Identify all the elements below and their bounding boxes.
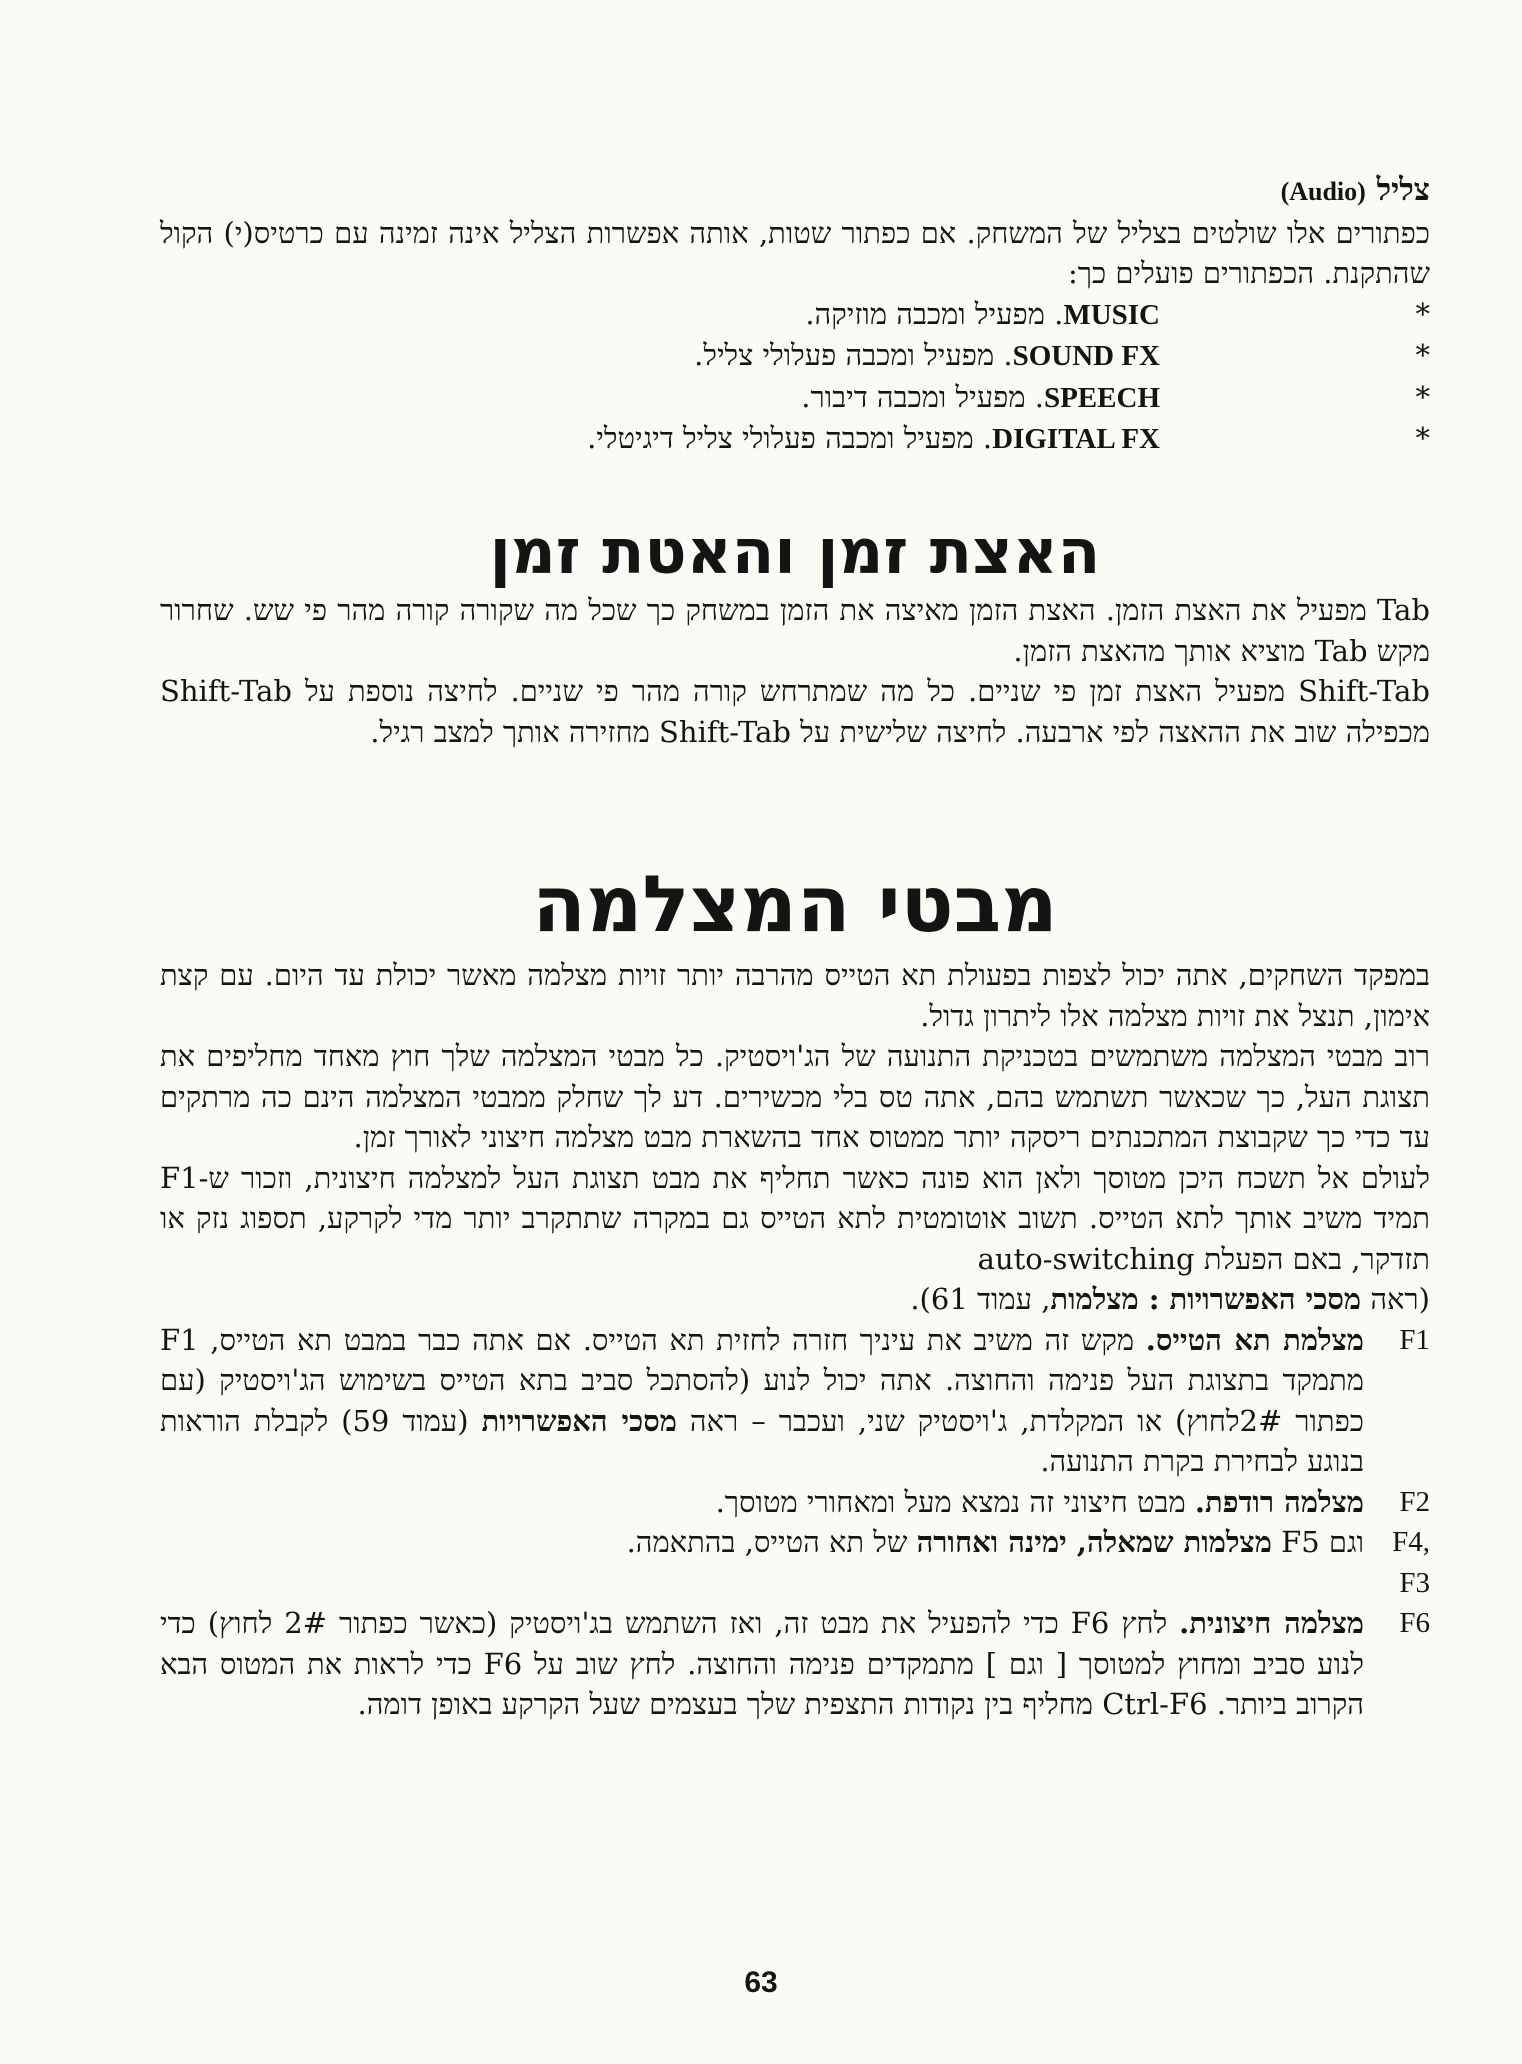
key-description	[160, 1320, 1364, 1482]
audio-heading-latin: (Audio)	[1280, 177, 1366, 206]
key-text: וגם F5	[1271, 1525, 1364, 1559]
camera-ref-open: (ראה	[1361, 1282, 1430, 1316]
bullet-key: DIGITAL FX	[992, 423, 1160, 455]
camera-ref-close: , עמוד 61).	[910, 1282, 1051, 1316]
key-name: F6	[1399, 1607, 1430, 1639]
key-description	[160, 1603, 1364, 1725]
key-text-2: של תא הטייס, בהתאמה.	[626, 1525, 917, 1559]
camera-section	[160, 955, 1430, 1725]
time-paragraph-shift-tab: Shift-Tab מפעיל האצת זמן פי שניים. כל מה שמתרחש קורה מהר פי שניים. לחיצה נוספת על Shift-Tab מכפילה שוב את ההאצה לפי ארבעה. לחיצה שלישית על Shift-Tab מחזירה אותך למצב רגיל.	[160, 674, 1430, 749]
bullet-icon: *	[1415, 338, 1430, 372]
audio-heading-hebrew: צליל	[1376, 172, 1430, 208]
key-text: לחץ F6 כדי להפעיל את מבט זה, ואז השתמש בג'ויסטיק (כאשר כפתור 2# לחוץ) כדי לנוע סביב ומחוץ למטוסך [ וגם ] מתמקדים פנימה והחוצה. לחץ שוב על F6 כדי לראות את המטוס הבא הקרוב ביותר. Ctrl-F6 מחליף בין נקודות התצפית שלך בעצמים שעל הקרקע באופן דומה.	[160, 1606, 1364, 1721]
list-item	[160, 377, 1430, 419]
bullet-text: . מפעיל ומכבה פעלולי צליל דיגיטלי.	[587, 421, 993, 455]
audio-bullet-list	[160, 294, 1430, 460]
key-name: F1	[1399, 1323, 1430, 1356]
key-title: מצלמת תא הטייס.	[1145, 1322, 1364, 1357]
key-row-f1	[160, 1320, 1430, 1482]
key-name: F2	[1399, 1485, 1430, 1518]
key-row-f3-f4-f5	[160, 1522, 1430, 1603]
bullet-text: . מפעיל ומכבה דיבור.	[801, 379, 1044, 414]
key-description	[160, 1482, 1364, 1523]
key-text: מקש זה משיב את עיניך חזרה לחזית תא הטייס. אם אתה כבר במבט תא הטייס, F1 מתמקד בתצוגת העל פנימה והחוצה. אתה יכול לנוע (להסתכל סביב בתא הטייס בשימוש הג'ויסטיק (עם כפתור 2#לחוץ) או המקלדת, ג'ויסטיק שני, ועכבר – ראה	[160, 1322, 1364, 1438]
camera-paragraph-external	[160, 1158, 1430, 1320]
audio-section	[160, 170, 1430, 460]
list-item	[160, 418, 1430, 460]
key-row-f6	[160, 1603, 1430, 1725]
bullet-icon: *	[1415, 379, 1430, 414]
key-ref: מסכי האפשרויות	[481, 1403, 677, 1438]
bullet-key: MUSIC	[1063, 298, 1160, 331]
bullet-icon: *	[1415, 296, 1430, 331]
time-section	[160, 590, 1430, 752]
time-section-title: האצת זמן והאטת זמן	[489, 515, 1101, 588]
bullet-icon: *	[1415, 421, 1430, 455]
bullet-text: . מפעיל ומכבה פעלולי צליל.	[694, 338, 1013, 372]
key-description	[160, 1522, 1364, 1603]
list-item	[160, 335, 1430, 377]
camera-paragraph-joystick: רוב מבטי המצלמה משתמשים בטכניקת התנועה של הג'ויסטיק. כל מבטי המצלמה שלך חוץ מאחד מחליפים את תצוגת העל, כך שכאשר תשתמש בהם, אתה טס בלי מכשירים. דע לך שחלק ממבטי המצלמה הינם כה מרתקים עד כדי כך שקבוצת המתכנתים ריסקה יותר ממטוס אחד בהשארת מבט מצלמה חיצוני לאורך זמן.	[160, 1039, 1430, 1154]
bullet-text: . מפעיל ומכבה מוזיקה.	[805, 296, 1064, 331]
time-paragraph-tab: Tab מפעיל את האצת הזמן. האצת הזמן מאיצה את הזמן במשחק כך שכל מה שקורה קורה מהר פי שש. שחרור מקש Tab מוציא אותך מהאצת הזמן.	[160, 593, 1430, 668]
camera-ref-bold: מסכי האפשרויות : מצלמות	[1050, 1282, 1362, 1316]
page-number: 63	[744, 1966, 778, 1999]
bullet-key: SOUND FX	[1012, 340, 1160, 372]
camera-paragraph-intro: במפקד השחקים, אתה יכול לצפות בפעולת תא הטייס מהרבה יותר זויות מצלמה מאשר יכולת עד היום. עם קצת אימון, תנצל את זויות מצלמה אלו ליתרון גדול.	[160, 958, 1430, 1033]
bullet-key: SPEECH	[1043, 381, 1160, 414]
key-row-f2	[160, 1482, 1430, 1523]
key-ref: מצלמות שמאלה, ימינה ואחורה	[916, 1525, 1272, 1559]
camera-paragraph-external-text: לעולם אל תשכח היכן מטוסך ולאן הוא פונה כאשר תחליף את מבט תצוגת העל למצלמה חיצונית, וזכור ש-F1 תמיד משיב אותך לתא הטייס. תשוב אוטומטית לתא הטייס גם במקרה שתתקרב יותר מדי לקרקע, תספוג נזק או תזדקר, באם הפעלת auto-switching	[160, 1160, 1430, 1276]
key-text: מבט חיצוני זה נמצא מעל ומאחורי מטוסך.	[715, 1484, 1195, 1519]
key-name: F4, F3	[1392, 1526, 1430, 1599]
audio-intro: כפתורים אלו שולטים בצליל של המשחק. אם כפתור שטות, אותה אפשרות הצליל אינה זמינה עם כרטיס(י) הקול שהתקנת. הכפתורים פועלים כך:	[160, 215, 1430, 290]
key-text-2: (עמוד 59) לקבלת הוראות בנוגע לבחירת בקרת התנועה.	[160, 1403, 1364, 1478]
camera-section-title: מבטי המצלמה	[532, 860, 1058, 950]
list-item	[160, 294, 1430, 336]
key-title: מצלמה חיצונית.	[1179, 1606, 1364, 1640]
key-title: מצלמה רודפת.	[1194, 1484, 1364, 1519]
camera-key-list	[160, 1320, 1430, 1725]
audio-heading	[160, 170, 1430, 213]
